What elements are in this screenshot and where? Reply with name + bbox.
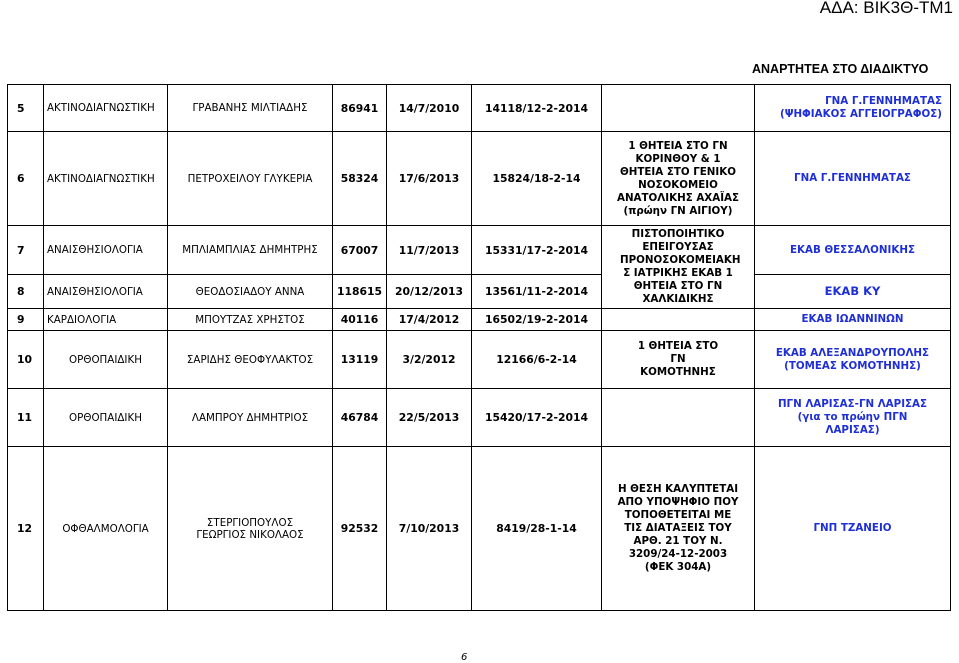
- protocol: 8419/28-1-14: [472, 447, 602, 611]
- table-row: [8, 309, 951, 331]
- doctor-code: 118615: [333, 275, 387, 309]
- row-number: 8: [8, 275, 44, 309]
- page-number: 6: [461, 652, 468, 663]
- specialty: ΚΑΡΔΙΟΛΟΓΙΑ: [44, 309, 168, 331]
- placement: 1 ΘΗΤΕΙΑ ΣΤΟ ΓΝ ΚΟΜΟΤΗΝΗΣ: [602, 331, 755, 389]
- date: 17/4/2012: [387, 309, 472, 331]
- table-row: [8, 389, 951, 447]
- doctor-name: ΜΠΟΥΤΖΑΣ ΧΡΗΣΤΟΣ: [168, 309, 333, 331]
- protocol: 15824/18-2-14: [472, 132, 602, 226]
- doctor-name: ΠΕΤΡΟΧΕΙΛΟΥ ΓΛΥΚΕΡΙΑ: [168, 132, 333, 226]
- date: 11/7/2013: [387, 226, 472, 275]
- doctor-name: ΜΠΛΙΑΜΠΛΙΑΣ ΔΗΜΗΤΡΗΣ: [168, 226, 333, 275]
- hospital: ΓΝΑ Γ.ΓΕΝΝΗΜΑΤΑΣ (ΨΗΦΙΑΚΟΣ ΑΓΓΕΙΟΓΡΑΦΟΣ): [755, 85, 951, 132]
- row-number: 9: [8, 309, 44, 331]
- placement: ΠΙΣΤΟΠΟΙΗΤΙΚΟ ΕΠΕΙΓΟΥΣΑΣ ΠΡΟΝΟΣΟΚΟΜΕΙΑΚΗ Σ ΙΑΤΡΙΚΗΣ ΕΚΑΒ 1 ΘΗΤΕΙΑ ΣΤΟ ΓΝ ΧΑΛΚΙΔΙΚΗΣ: [602, 226, 755, 309]
- row-number: 7: [8, 226, 44, 275]
- doctor-name: ΛΑΜΠΡΟΥ ΔΗΜΗΤΡΙΟΣ: [168, 389, 333, 447]
- doctor-name: ΣΤΕΡΓΙΟΠΟΥΛΟΣ ΓΕΩΡΓΙΟΣ ΝΙΚΟΛΑΟΣ: [168, 447, 333, 611]
- placements-table: [7, 84, 951, 611]
- date: 14/7/2010: [387, 85, 472, 132]
- table-row: [8, 331, 951, 389]
- doctor-code: 46784: [333, 389, 387, 447]
- doctor-name: ΣΑΡΙΔΗΣ ΘΕΟΦΥΛΑΚΤΟΣ: [168, 331, 333, 389]
- protocol: 15331/17-2-2014: [472, 226, 602, 275]
- row-number: 11: [8, 389, 44, 447]
- placement: Η ΘΕΣΗ ΚΑΛΥΠΤΕΤΑΙ ΑΠΟ ΥΠΟΨΗΦΙΟ ΠΟΥ ΤΟΠΟΘΕΤΕΙΤΑΙ ΜΕ ΤΙΣ ΔΙΑΤΑΞΕΙΣ ΤΟΥ ΑΡΘ. 21 ΤΟΥ Ν. 3209/24-12-2003 (ΦΕΚ 304Α): [602, 447, 755, 611]
- date: 7/10/2013: [387, 447, 472, 611]
- doctor-name: ΘΕΟΔΟΣΙΑΔΟΥ ΑΝΝΑ: [168, 275, 333, 309]
- doctor-code: 86941: [333, 85, 387, 132]
- placement: [602, 389, 755, 447]
- specialty: ΟΡΘΟΠΑΙΔΙΚΗ: [44, 331, 168, 389]
- protocol: 16502/19-2-2014: [472, 309, 602, 331]
- row-number: 10: [8, 331, 44, 389]
- specialty: ΑΚΤΙΝΟΔΙΑΓΝΩΣΤΙΚΗ: [44, 85, 168, 132]
- date: 20/12/2013: [387, 275, 472, 309]
- table-row: [8, 275, 951, 309]
- protocol: 14118/12-2-2014: [472, 85, 602, 132]
- doctor-code: 13119: [333, 331, 387, 389]
- date: 17/6/2013: [387, 132, 472, 226]
- publication-stamp: ΑΝΑΡΤΗΤΕΑ ΣΤΟ ΔΙΑΔΙΚΤΥΟ: [752, 62, 929, 76]
- doctor-code: 67007: [333, 226, 387, 275]
- specialty: ΟΦΘΑΛΜΟΛΟΓΙΑ: [44, 447, 168, 611]
- date: 3/2/2012: [387, 331, 472, 389]
- hospital: ΕΚΑΒ ΑΛΕΞΑΝΔΡΟΥΠΟΛΗΣ (ΤΟΜΕΑΣ ΚΟΜΟΤΗΝΗΣ): [755, 331, 951, 389]
- hospital: ΕΚΑΒ ΙΩΑΝΝΙΝΩΝ: [755, 309, 951, 331]
- placement: [602, 85, 755, 132]
- ada-code: ΑΔΑ: ΒΙΚ3Θ-ΤΜ1: [819, 0, 953, 17]
- row-number: 5: [8, 85, 44, 132]
- protocol: 12166/6-2-14: [472, 331, 602, 389]
- specialty: ΟΡΘΟΠΑΙΔΙΚΗ: [44, 389, 168, 447]
- specialty: ΑΚΤΙΝΟΔΙΑΓΝΩΣΤΙΚΗ: [44, 132, 168, 226]
- table-row: [8, 226, 951, 275]
- row-number: 12: [8, 447, 44, 611]
- specialty: ΑΝΑΙΣΘΗΣΙΟΛΟΓΙΑ: [44, 275, 168, 309]
- table-row: [8, 132, 951, 226]
- protocol: 15420/17-2-2014: [472, 389, 602, 447]
- hospital: ΓΝΑ Γ.ΓΕΝΝΗΜΑΤΑΣ: [755, 132, 951, 226]
- hospital: ΕΚΑΒ ΘΕΣΣΑΛΟΝΙΚΗΣ: [755, 226, 951, 275]
- protocol: 13561/11-2-2014: [472, 275, 602, 309]
- hospital: ΠΓΝ ΛΑΡΙΣΑΣ-ΓΝ ΛΑΡΙΣΑΣ (για το πρώην ΠΓΝ ΛΑΡΙΣΑΣ): [755, 389, 951, 447]
- hospital: ΓΝΠ ΤΖΑΝΕΙΟ: [755, 447, 951, 611]
- date: 22/5/2013: [387, 389, 472, 447]
- specialty: ΑΝΑΙΣΘΗΣΙΟΛΟΓΙΑ: [44, 226, 168, 275]
- row-number: 6: [8, 132, 44, 226]
- hospital: ΕΚΑΒ ΚΥ: [755, 275, 951, 309]
- placement: 1 ΘΗΤΕΙΑ ΣΤΟ ΓΝ ΚΟΡΙΝΘΟΥ & 1 ΘΗΤΕΙΑ ΣΤΟ ΓΕΝΙΚΟ ΝΟΣΟΚΟΜΕΙΟ ΑΝΑΤΟΛΙΚΗΣ ΑΧΑΪΑΣ (πρώην ΓΝ ΑΙΓΙΟΥ): [602, 132, 755, 226]
- table-row: [8, 447, 951, 611]
- doctor-code: 92532: [333, 447, 387, 611]
- placement: [602, 309, 755, 331]
- doctor-code: 40116: [333, 309, 387, 331]
- table-row: [8, 85, 951, 132]
- doctor-name: ΓΡΑΒΑΝΗΣ ΜΙΛΤΙΑΔΗΣ: [168, 85, 333, 132]
- doctor-code: 58324: [333, 132, 387, 226]
